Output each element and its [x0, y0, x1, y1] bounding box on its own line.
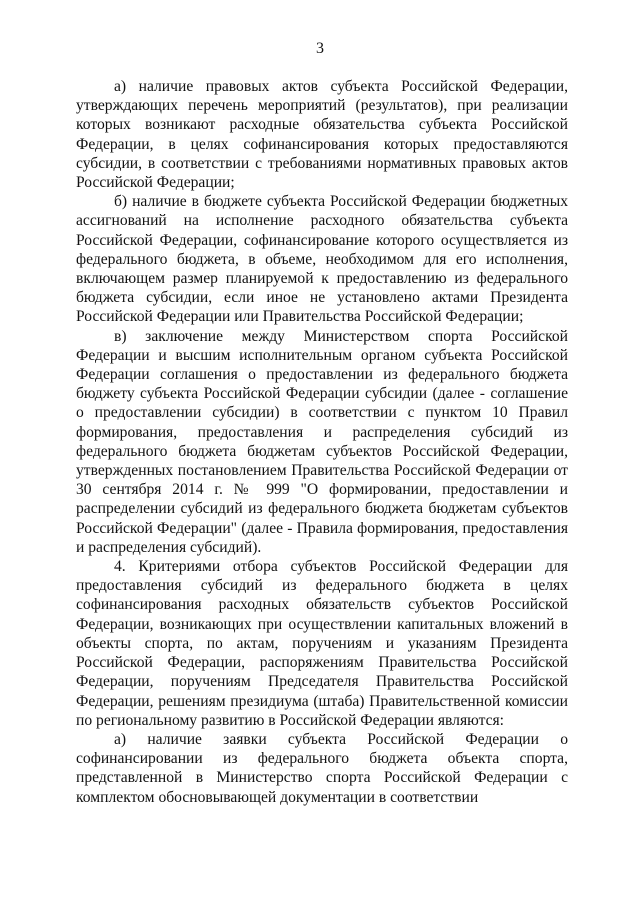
page-number: 3 — [316, 40, 324, 57]
paragraph-a-application: а) наличие заявки субъекта Российской Федерации о софинансировании из федерального бюджета объекта спорта, представленной в Министерство спорта Российской Федерации с комплектом обосновывающей документации в соответствии — [76, 730, 568, 806]
paragraph-a-legal-acts: а) наличие правовых актов субъекта Российской Федерации, утверждающих перечень мероприятий (результатов), при реализации которых возникают расходные обязательства субъекта Российской Федерации, в целях софинансирования которых предоставляются субсидии, в соответствии с требованиями нормативных правовых актов Российской Федерации; — [76, 78, 568, 192]
paragraph-v-agreement: в) заключение между Министерством спорта Российской Федерации и высшим исполнительным органом субъекта Российской Федерации соглашения о предоставлении из федерального бюджета бюджету субъекта Российской Федерации субсидии (далее - соглашение о предоставлении субсидии) в соответствии с пунктом 10 Правил формирования, предоставления и распределения субсидий из федерального бюджета бюджетам субъектов Российской Федерации, утвержденных постановлением Правительства Российской Федерации от 30 сентября 2014 г. № 999 "О формировании, предоставлении и распределении субсидий из федерального бюджета бюджетам субъектов Российской Федерации" (далее - Правила формирования, предоставления и распределения субсидий). — [76, 327, 568, 556]
paragraph-4-selection-criteria: 4. Критериями отбора субъектов Российской Федерации для предоставления субсидий из федерального бюджета в целях софинансирования расходных обязательств субъектов Российской Федерации, возникающих при осуществлении капитальных вложений в объекты спорта, по актам, поручениям и указаниям Президента Российской Федерации, распоряжениям Правительства Российской Федерации, поручениям Председателя Правительства Российской Федерации, решениям президиума (штаба) Правительственной комиссии по региональному развитию в Российской Федерации являются: — [76, 558, 568, 729]
paragraph-b-budget-allocations: б) наличие в бюджете субъекта Российской Федерации бюджетных ассигнований на исполнение расходного обязательства субъекта Российской Федерации, софинансирование которого осуществляется из федерального бюджета, в объеме, необходимом для его исполнения, включающем размер планируемой к предоставлению из федерального бюджета субсидии, если иное не установлено актами Президента Российской Федерации или Правительства Российской Федерации; — [76, 193, 568, 326]
document-body — [76, 77, 568, 807]
